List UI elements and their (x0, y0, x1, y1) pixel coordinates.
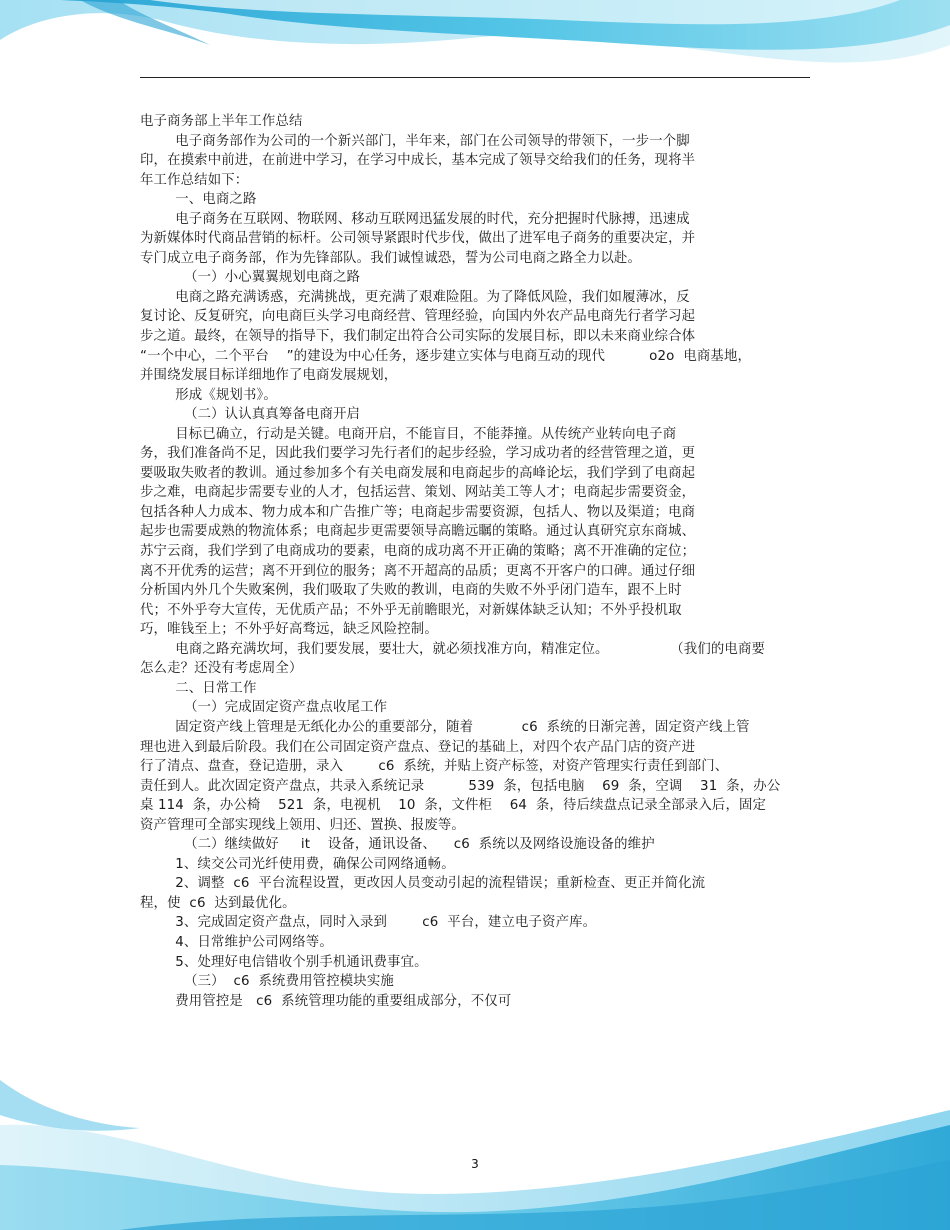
text-line: 专门成立电子商务部，作为先锋部队。我们诚惶诚恐，誓为公司电商之路全力以赴。 (140, 250, 642, 266)
text-line: 电商之路充满诱惑，充满挑战，更充满了艰难险阻。为了降低风险，我们如履薄冰，反 (140, 289, 690, 305)
text-line: 行了清点、盘查，登记造册，录入 c6 系统，并贴上资产标签，对资产管理实行责任到部门、 (140, 759, 729, 775)
text-line: 离不开优秀的运营；离不开到位的服务；离不开超高的品质；更离不开客户的口碑。通过仔细 (140, 563, 696, 579)
subsection-heading: （二）认认真真筹备电商开启 (140, 407, 361, 423)
section-heading: 一、电商之路 (140, 192, 257, 208)
text-line: 起步也需要成熟的物流体系；电商起步更需要领导高瞻远瞩的策略。通过认真研究京东商城、 (140, 524, 696, 540)
text-line: 苏宁云商，我们学到了电商成功的要素，电商的成功离不开正确的策略；离不开准确的定位； (140, 544, 696, 560)
text-line: 年工作总结如下： (140, 172, 249, 188)
text-line: 代；不外乎夸大宣传，无优质产品；不外乎无前瞻眼光，对新媒体缺乏认知；不外乎投机取 (140, 602, 682, 618)
text-line: 巧，唯钱至上；不外乎好高骛远，缺乏风险控制。 (140, 622, 438, 638)
list-item: 5、处理好电信错收个别手机通讯费事宜。 (140, 954, 428, 970)
document-body (140, 112, 810, 1011)
text-line: 复讨论、反复研究，向电商巨头学习电商经营、管理经验，向国内外农产品电商先行者学习起 (140, 309, 696, 325)
text-line: 电商之路充满坎坷，我们要发展，要壮大，就必须找准方向，精准定位。 （我们的电商要 (140, 641, 766, 657)
subsection-heading: （一）完成固定资产盘点收尾工作 (140, 700, 388, 716)
text-line: 并围绕发展目标详细地作了电商发展规划， (140, 368, 398, 384)
page-number: 3 (471, 1157, 479, 1171)
subsection-heading: （一）小心翼翼规划电商之路 (140, 270, 361, 286)
text-line: 程，使 c6 达到最优化。 (140, 895, 296, 911)
list-item: 4、日常维护公司网络等。 (140, 934, 333, 950)
header-rule (140, 77, 810, 78)
text-line: 形成《规划书》。 (140, 387, 277, 403)
text-line: 桌 114 条，办公椅 521 条，电视机 10 条，文件柜 64 条，待后续盘点记录全部录入后，固定 (140, 798, 767, 814)
text-line: 目标已确立，行动是关键。电商开启，不能盲目，不能莽撞。从传统产业转向电子商 (140, 426, 677, 442)
subsection-heading: （三） c6 系统费用管控模块实施 (140, 974, 394, 990)
text-line: 分析国内外几个失败案例，我们吸取了失败的教训，电商的失败不外乎闭门造车，跟不上时 (140, 583, 682, 599)
text-line: 责任到人。此次固定资产盘点，共录入系统记录 539 条，包括电脑 69 条，空调 31 条，办公 (140, 778, 781, 794)
document-title: 电子商务部上半年工作总结 (140, 114, 303, 129)
text-line: 要吸取失败者的教训。通过参加多个有关电商发展和电商起步的高峰论坛，我们学到了电商起 (140, 465, 696, 481)
text-line: 电子商务在互联网、物联网、移动互联网迅猛发展的时代，充分把握时代脉搏，迅速成 (140, 211, 690, 227)
text-line: 步之道。最终，在领导的指导下，我们制定出符合公司实际的发展目标，即以未来商业综合体 (140, 329, 696, 345)
list-item: 3、完成固定资产盘点，同时入录到 c6 平台，建立电子资产库。 (140, 915, 597, 931)
text-line: 务，我们准备尚不足，因此我们要学习先行者们的起步经验，学习成功者的经营管理之道，更 (140, 446, 696, 462)
text-line: 资产管理可全部实现线上领用、归还、置换、报废等。 (140, 817, 465, 833)
list-item: 1、续交公司光纤使用费，确保公司网络通畅。 (140, 856, 455, 872)
text-line: 为新媒体时代商品营销的标杆。公司领导紧跟时代步伐，做出了进军电子商务的重要决定，并 (140, 231, 696, 247)
text-line: 电子商务部作为公司的一个新兴部门，半年来，部门在公司领导的带领下，一步一个脚 (140, 133, 690, 149)
text-line: 固定资产线上管理是无纸化办公的重要部分，随着 c6 系统的日渐完善，固定资产线上管 (140, 719, 750, 735)
subsection-heading: （二）继续做好 it 设备，通讯设备、 c6 系统以及网络设施设备的维护 (140, 837, 655, 853)
list-item: 2、调整 c6 平台流程设置，更改因人员变动引起的流程错误；重新检查、更正并简化流 (140, 876, 706, 892)
text-line: 印，在摸索中前进，在前进中学习，在学习中成长，基本完成了领导交给我们的任务，现将半 (140, 153, 696, 169)
text-line: 怎么走？还没有考虑周全） (140, 661, 303, 677)
text-line: 步之难，电商起步需要专业的人才，包括运营、策划、网站美工等人才；电商起步需要资金， (140, 485, 696, 501)
section-heading: 二、日常工作 (140, 680, 257, 696)
text-line: “一个中心，二个平台 ”的建设为中心任务，逐步建立实体与电商互动的现代 o2o 电商基地， (140, 348, 752, 364)
text-line: 包括各种人力成本、物力成本和广告推广等；电商起步需要资源，包括人、物以及渠道；电商 (140, 504, 696, 520)
text-line: 费用管控是 c6 系统管理功能的重要组成部分，不仅可 (140, 993, 512, 1009)
bottom-left-accent (0, 1080, 140, 1131)
text-line: 理也进入到最后阶段。我们在公司固定资产盘点、登记的基础上，对四个农产品门店的资产进 (140, 739, 696, 755)
